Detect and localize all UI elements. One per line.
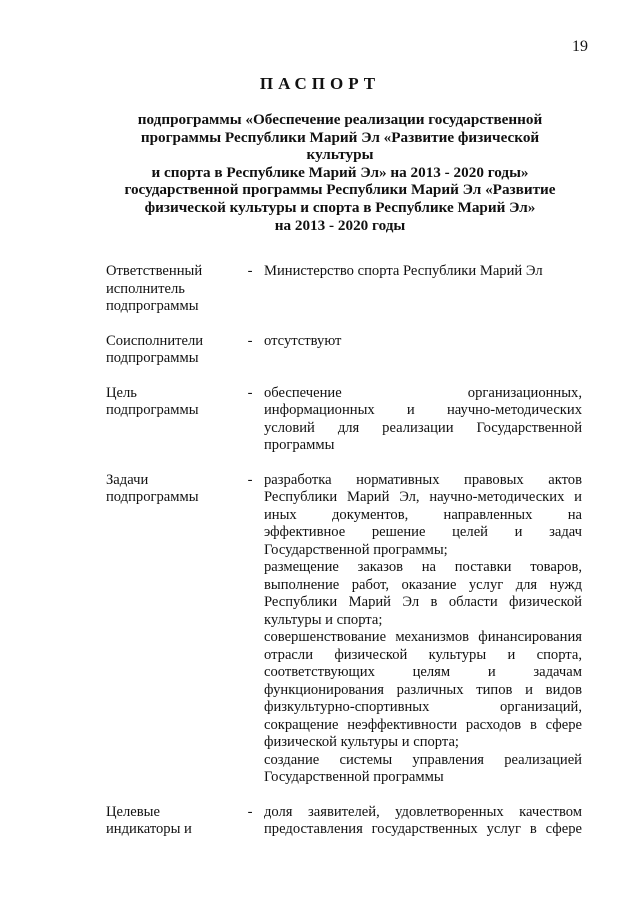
- passport-row-tasks: [106, 472, 582, 787]
- value-line: Государственной программы: [264, 769, 444, 785]
- passport-row-coexecutors: [106, 333, 582, 368]
- value-line: иных документов, направленных на: [264, 506, 582, 523]
- row-dash: -: [247, 384, 253, 401]
- value-line: физкультурно-спортивных организаций,: [264, 699, 582, 715]
- value-line: выполнение работ, оказание услуг для нужд: [264, 576, 582, 593]
- value-line: сокращение неэффективности расходов в сфере: [264, 716, 582, 733]
- value-line: отрасли физической культуры и спорта,: [264, 646, 582, 663]
- value-line: Республики Марий Эл в области физической: [264, 594, 582, 610]
- value-line: информационных и научно-методических: [264, 402, 582, 418]
- value-line: разработка нормативных правовых актов: [264, 471, 582, 488]
- value-line: соответствующих целям и задачам: [264, 664, 582, 680]
- document-subtitle: подпрограммы «Обеспечение реализации государственной программы Республики Марий Эл «Развитие физической культуры и спорта в Республике Марий Эл» на 2013 - 2020 годы» государственной программы Республики Марий Эл «Развитие физической культуры и спорта в Республике Марий Эл» на 2013 - 2020 годы: [124, 111, 556, 234]
- passport-table: [106, 263, 582, 856]
- value-line: отсутствуют: [264, 332, 342, 349]
- value-line: условий для реализации Государственной: [264, 419, 582, 436]
- value-line: эффективное решение целей и задач: [264, 524, 582, 540]
- value-line: программы: [264, 437, 335, 453]
- page-number: 19: [572, 38, 588, 55]
- value-line: культуры и спорта;: [264, 611, 383, 628]
- row-label: Цель подпрограммы: [106, 384, 199, 418]
- row-label: Соисполнители подпрограммы: [106, 332, 204, 366]
- value-line: предоставления государственных услуг в сфере: [264, 821, 582, 837]
- row-value: [264, 333, 582, 368]
- value-line: физической культуры и спорта;: [264, 734, 459, 750]
- value-line: функционирования различных типов и видов: [264, 681, 582, 698]
- passport-row-goal: [106, 385, 582, 455]
- document-title: ПАСПОРТ: [259, 74, 381, 93]
- value-line: обеспечение организационных,: [264, 384, 582, 401]
- row-label: Целевые индикаторы и: [106, 803, 192, 837]
- passport-row-indicators: [106, 804, 582, 839]
- value-line: Республики Марий Эл, научно-методических и: [264, 489, 582, 505]
- row-value: [264, 472, 582, 787]
- row-label: Задачи подпрограммы: [106, 471, 199, 505]
- value-line: Министерство спорта Республики Марий Эл: [264, 263, 543, 279]
- row-value: [264, 804, 582, 839]
- row-value: [264, 263, 582, 316]
- row-label: Ответственный исполнитель подпрограммы: [106, 263, 203, 314]
- row-dash: -: [247, 332, 253, 349]
- row-dash: -: [247, 803, 253, 820]
- value-line: Государственной программы;: [264, 541, 448, 558]
- passport-row-responsible: [106, 263, 582, 316]
- value-line: доля заявителей, удовлетворенных качеством: [264, 803, 582, 820]
- value-line: размещение заказов на поставки товаров,: [264, 559, 582, 575]
- value-line: совершенствование механизмов финансирования: [264, 629, 582, 645]
- row-dash: -: [247, 263, 253, 279]
- value-line: создание системы управления реализацией: [264, 751, 582, 768]
- row-dash: -: [247, 471, 253, 488]
- row-value: [264, 385, 582, 455]
